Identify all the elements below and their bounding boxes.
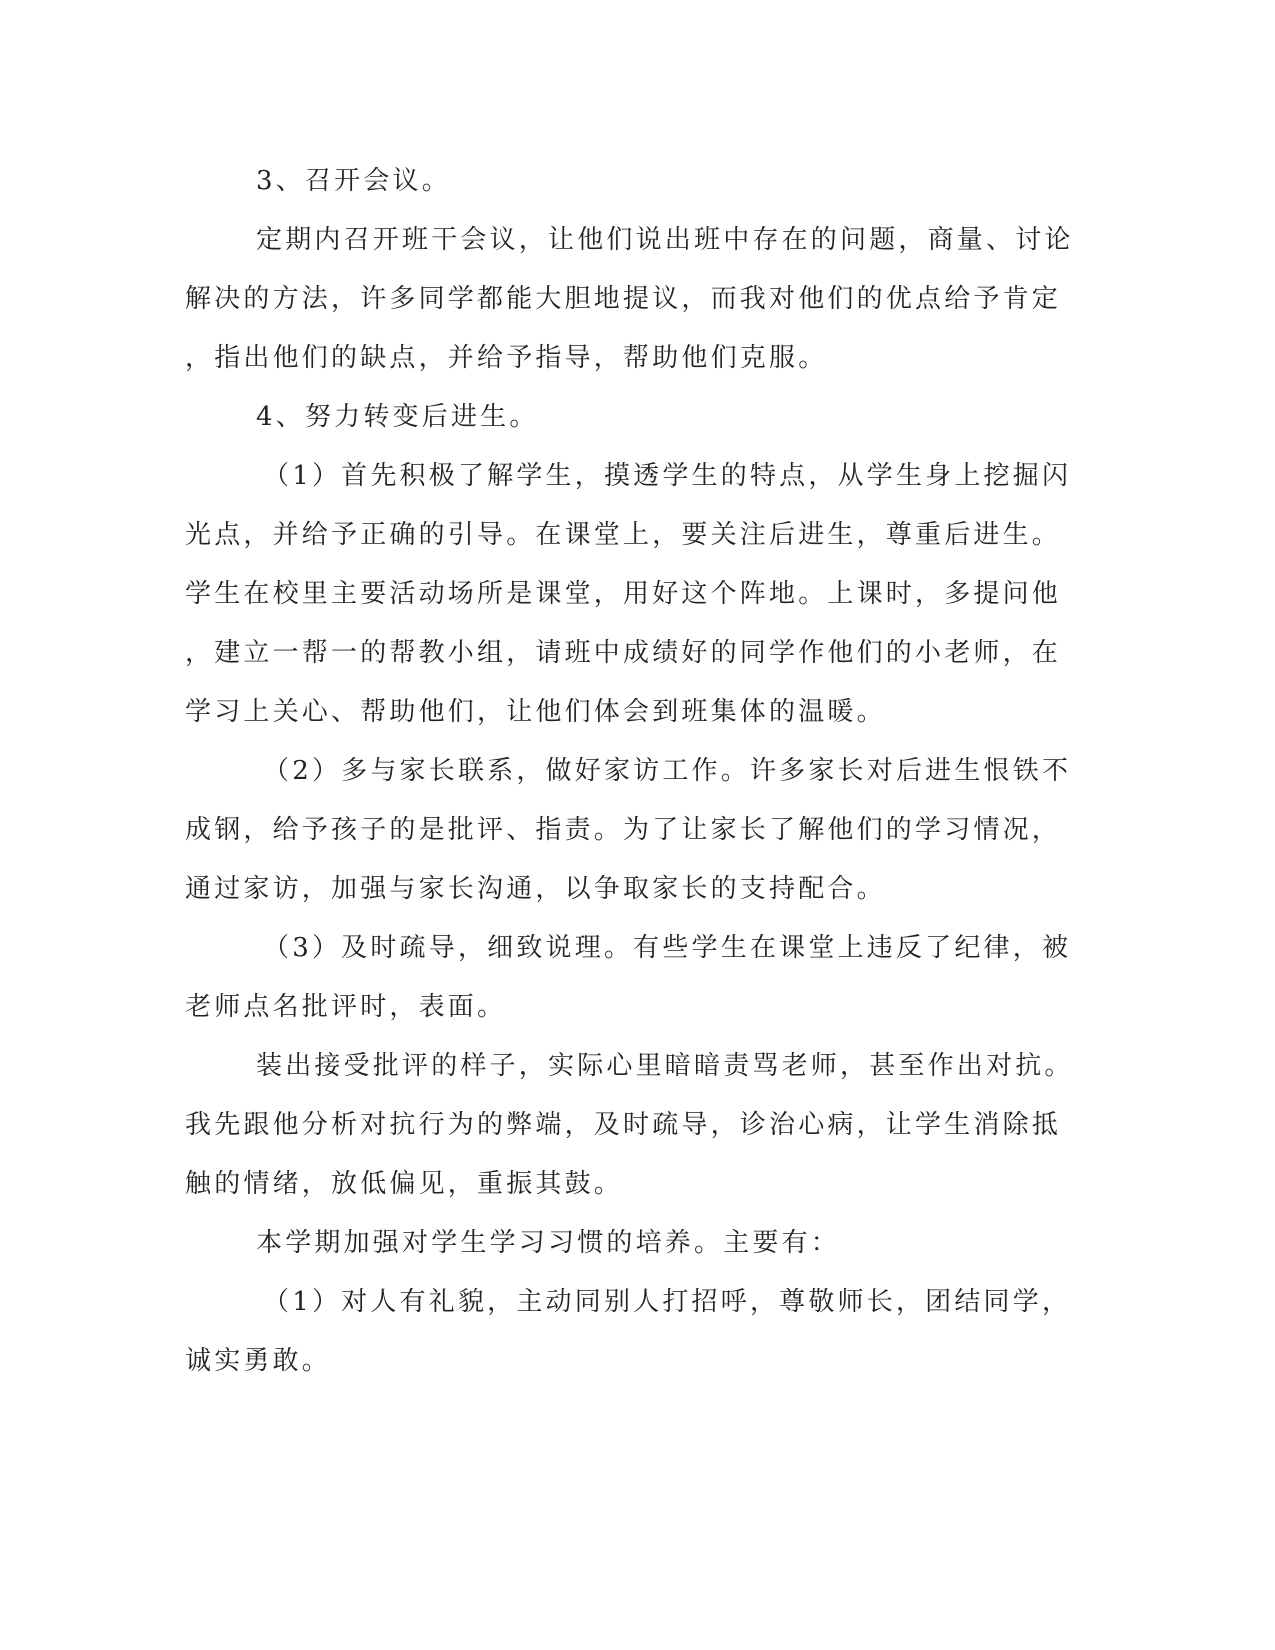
- paragraph-line: 光点，并给予正确的引导。在课堂上，要关注后进生，尊重后进生。: [185, 520, 1062, 550]
- heading-3: 3、召开会议。: [256, 166, 451, 196]
- paragraph-line: 老师点名批评时，表面。: [185, 992, 507, 1022]
- paragraph-line: 定期内召开班干会议，让他们说出班中存在的问题，商量、讨论: [256, 225, 1074, 255]
- paragraph-line: （1）首先积极了解学生，摸透学生的特点，从学生身上挖掘闪: [263, 461, 1072, 491]
- paragraph-line: 装出接受批评的样子，实际心里暗暗责骂老师，甚至作出对抗。: [256, 1051, 1074, 1081]
- paragraph-line: 成钢，给予孩子的是批评、指责。为了让家长了解他们的学习情况，: [185, 815, 1062, 845]
- paragraph-line: ，指出他们的缺点，并给予指导，帮助他们克服。: [185, 343, 828, 373]
- paragraph-line: 学生在校里主要活动场所是课堂，用好这个阵地。上课时，多提问他: [185, 579, 1062, 609]
- heading-4: 4、努力转变后进生。: [256, 402, 539, 432]
- paragraph-line: ，建立一帮一的帮教小组，请班中成绩好的同学作他们的小老师，在: [185, 638, 1062, 668]
- paragraph-line: 学习上关心、帮助他们，让他们体会到班集体的温暖。: [185, 697, 886, 727]
- document-body: [185, 152, 1074, 1391]
- paragraph-line: （3）及时疏导，细致说理。有些学生在课堂上违反了纪律，被: [263, 933, 1072, 963]
- paragraph-line: 触的情绪，放低偏见，重振其鼓。: [185, 1169, 624, 1199]
- paragraph-line: 本学期加强对学生学习习惯的培养。主要有：: [256, 1228, 841, 1258]
- paragraph-line: 通过家访，加强与家长沟通，以争取家长的支持配合。: [185, 874, 886, 904]
- paragraph-line: （1）对人有礼貌，主动同别人打招呼，尊敬师长，团结同学，: [263, 1287, 1072, 1317]
- paragraph-line: 我先跟他分析对抗行为的弊端，及时疏导，诊治心病，让学生消除抵: [185, 1110, 1062, 1140]
- paragraph-line: （2）多与家长联系，做好家访工作。许多家长对后进生恨铁不: [263, 756, 1072, 786]
- paragraph-line: 解决的方法，许多同学都能大胆地提议，而我对他们的优点给予肯定: [185, 284, 1062, 314]
- paragraph-line: 诚实勇敢。: [185, 1346, 332, 1376]
